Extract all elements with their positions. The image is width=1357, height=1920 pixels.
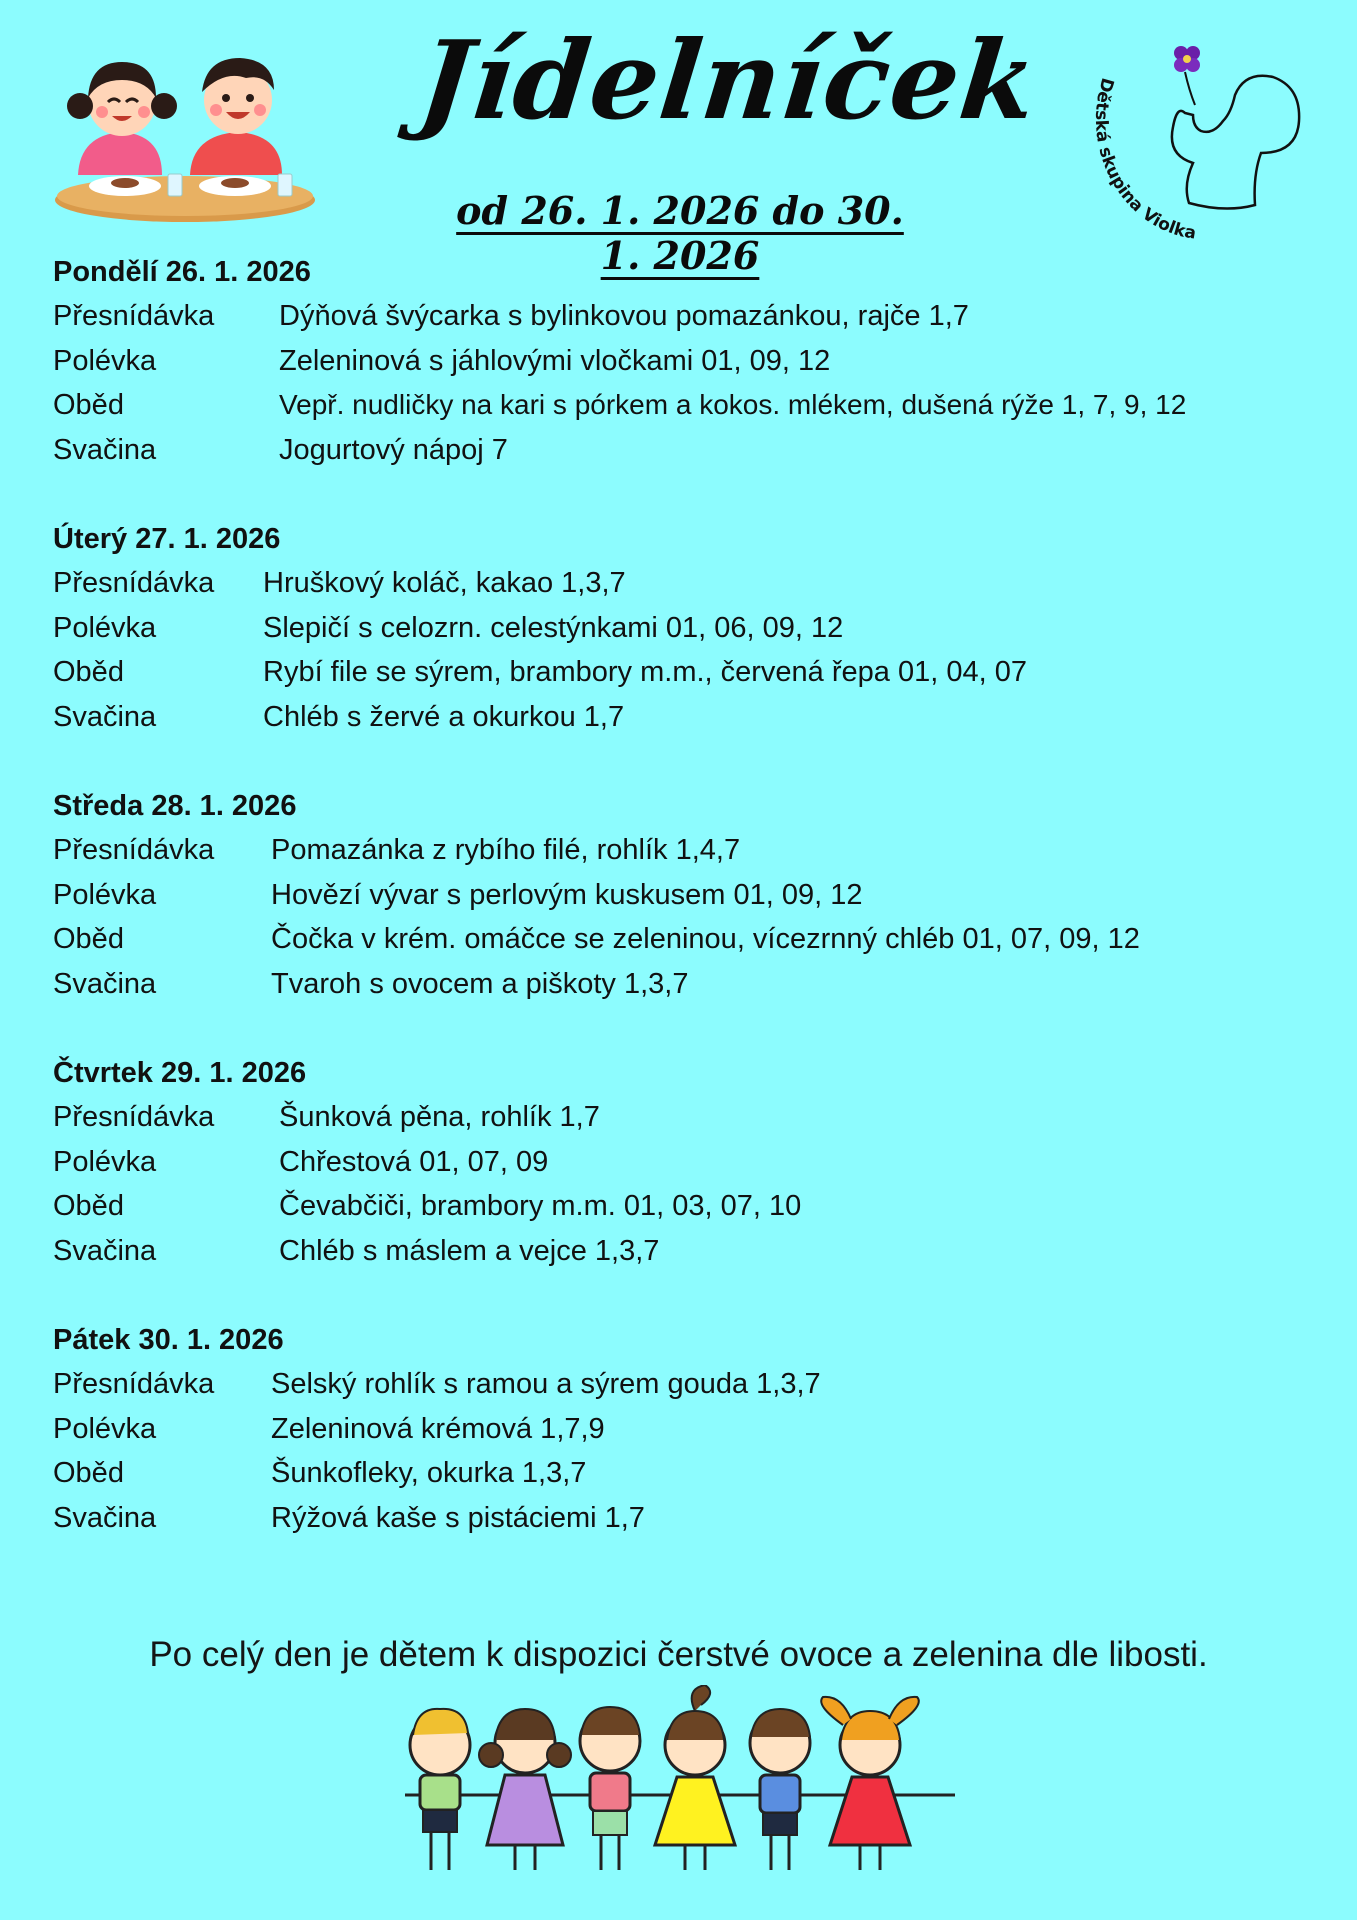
meal-food: Chléb s máslem a vejce 1,3,7 <box>279 1234 660 1267</box>
meal-label: Oběd <box>53 923 124 955</box>
meal-food: Chřestová 01, 07, 09 <box>279 1145 549 1178</box>
meal-label: Oběd <box>53 1457 124 1489</box>
meal-label: Polévka <box>53 878 157 911</box>
meal-row <box>53 695 1343 740</box>
day-title: Čtvrtek 29. 1. 2026 <box>53 1057 307 1089</box>
meal-food: Selský rohlík s ramou a sýrem gouda 1,3,7 <box>271 1368 821 1400</box>
logo-text: Dětská skupina Violka <box>1090 75 1198 244</box>
meal-food: Hruškový koláč, kakao 1,3,7 <box>263 567 626 599</box>
meal-food: Vepř. nudličky na kari s pórkem a kokos. mlékem, dušená rýže 1, 7, 9, 12 <box>279 389 1187 420</box>
meal-label: Oběd <box>53 389 124 421</box>
footer-note: Po celý den je dětem k dispozici čerstvé ovoce a zelenina dle libosti. <box>149 1635 1208 1674</box>
page-title: Jídelníček <box>413 18 1043 144</box>
meal-row <box>53 828 1343 873</box>
meal-label: Přesnídávka <box>53 1101 215 1133</box>
day-section <box>53 517 1343 739</box>
meal-food: Čočka v krém. omáčce se zeleninou, vícezrnný chléb 01, 07, 09, 12 <box>271 923 1140 955</box>
kids-holding-hands-illustration <box>395 1685 965 1885</box>
meal-food: Rýžová kaše s pistáciemi 1,7 <box>271 1501 645 1534</box>
meal-row <box>53 606 1343 651</box>
meal-label: Přesnídávka <box>53 834 215 866</box>
meal-label: Polévka <box>53 344 157 377</box>
meal-row <box>53 428 1343 473</box>
meal-row <box>53 339 1343 384</box>
meal-row <box>53 1140 1343 1185</box>
meal-row <box>53 873 1343 918</box>
meal-food: Čevabčiči, brambory m.m. 01, 03, 07, 10 <box>279 1190 802 1222</box>
date-range: od 26. 1. 2026 do 30. 1. 2026 <box>456 188 904 278</box>
meal-row <box>53 294 1343 339</box>
meal-row <box>53 917 1343 962</box>
meal-row <box>53 1184 1343 1229</box>
meal-food: Tvaroh s ovocem a piškoty 1,3,7 <box>271 967 689 1000</box>
day-section <box>53 1318 1343 1540</box>
meal-food: Hovězí vývar s perlovým kuskusem 01, 09, 12 <box>271 878 863 911</box>
meal-label: Polévka <box>53 1145 157 1178</box>
meal-food: Pomazánka z rybího filé, rohlík 1,4,7 <box>271 834 741 866</box>
meal-label: Oběd <box>53 1190 124 1222</box>
day-section <box>53 1051 1343 1273</box>
meal-food: Rybí file se sýrem, brambory m.m., červená řepa 01, 04, 07 <box>263 656 1027 688</box>
meal-food: Zeleninová krémová 1,7,9 <box>271 1412 605 1445</box>
weekly-menu <box>53 250 1343 1585</box>
day-section <box>53 784 1343 1006</box>
meal-label: Přesnídávka <box>53 567 215 599</box>
meal-label: Svačina <box>53 1501 157 1534</box>
day-title: Pondělí 26. 1. 2026 <box>53 256 311 288</box>
violet-flower-icon <box>1174 46 1200 105</box>
meal-food: Jogurtový nápoj 7 <box>279 433 508 466</box>
kids-eating-illustration <box>50 40 320 230</box>
meal-label: Svačina <box>53 1234 157 1267</box>
day-title: Úterý 27. 1. 2026 <box>53 523 281 555</box>
meal-food: Zeleninová s jáhlovými vločkami 01, 09, 12 <box>279 344 831 377</box>
svg-text:Dětská skupina Violka <box>1091 76 1198 244</box>
meal-label: Svačina <box>53 433 157 466</box>
meal-food: Slepičí s celozrn. celestýnkami 01, 06, 09, 12 <box>263 611 844 644</box>
day-section <box>53 250 1343 472</box>
meal-food: Šunková pěna, rohlík 1,7 <box>279 1101 600 1133</box>
meal-label: Svačina <box>53 700 157 733</box>
meal-row <box>53 962 1343 1007</box>
meal-food: Chléb s žervé a okurkou 1,7 <box>263 700 625 733</box>
meal-food: Šunkofleky, okurka 1,3,7 <box>271 1457 587 1489</box>
day-title: Středa 28. 1. 2026 <box>53 790 297 822</box>
meal-label: Polévka <box>53 611 157 644</box>
meal-row <box>53 1362 1343 1407</box>
meal-row <box>53 1095 1343 1140</box>
meal-food: Dýňová švýcarka s bylinkovou pomazánkou, rajče 1,7 <box>279 300 969 332</box>
meal-label: Svačina <box>53 967 157 1000</box>
meal-row <box>53 383 1343 428</box>
meal-label: Přesnídávka <box>53 300 215 332</box>
meal-row <box>53 1407 1343 1452</box>
meal-row <box>53 650 1343 695</box>
meal-label: Oběd <box>53 656 124 688</box>
meal-row <box>53 1451 1343 1496</box>
violka-logo <box>1085 35 1315 250</box>
meal-label: Polévka <box>53 1412 157 1445</box>
meal-row <box>53 1496 1343 1541</box>
day-title: Pátek 30. 1. 2026 <box>53 1324 284 1356</box>
meal-row <box>53 1229 1343 1274</box>
meal-row <box>53 561 1343 606</box>
meal-label: Přesnídávka <box>53 1368 215 1400</box>
